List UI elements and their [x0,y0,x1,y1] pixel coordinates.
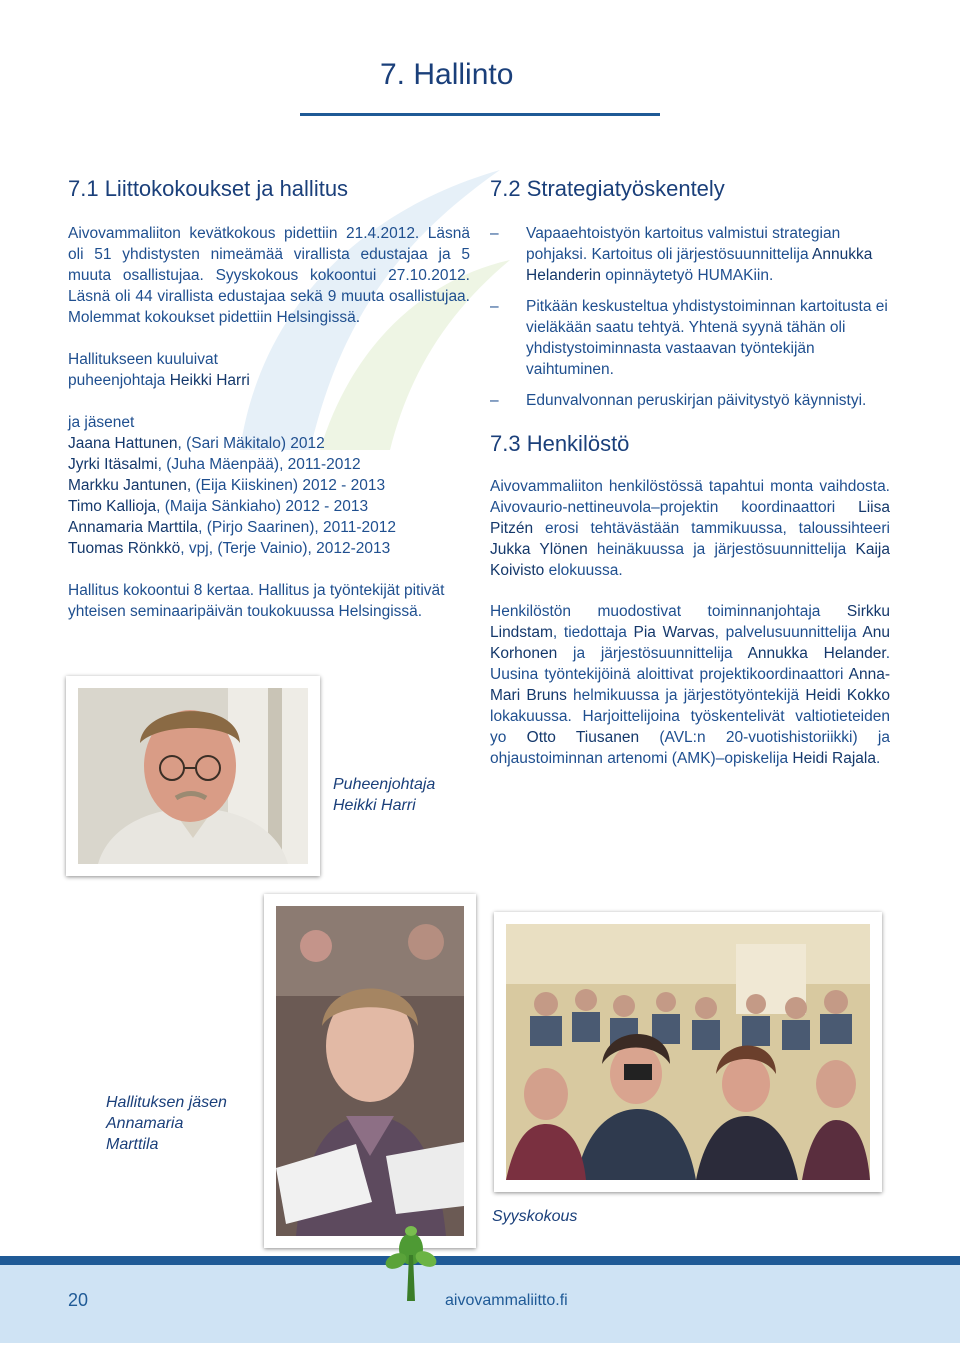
member-name: Jaana Hattunen [68,435,178,452]
bullet-dash: – [490,392,499,409]
member-row [68,517,470,538]
text: lokakuussa. Harjoittelijoina työskentelivät valtiotieteiden yo [490,708,890,746]
board-intro [68,349,470,391]
meetings-paragraph: Aivovammaliiton kevätkokous pidettiin 21.4.2012. Läsnä oli 51 yhdistysten nimeämää virallista edustajaa ja 5 muuta osallistujaa. Syyskokous kokoontui 27.10.2012. Läsnä oli 44 virallista edustajaa sekä 9 muuta osallistujaa. Molemmat kokoukset pidettiin Helsingissä. [68,225,470,326]
text: elokuussa. [544,562,623,579]
chair-name: Heikki Harri [169,372,250,389]
text: ja järjestösuunnittelija [557,645,748,662]
member-name: Markku Jantunen, [68,477,192,494]
bullet-item [490,223,890,286]
page-title: 7. Hallinto [380,58,514,91]
autumn-meeting-photo [494,912,882,1192]
bullet-item [490,296,890,380]
member-detail: , vpj, (Terje Vainio), 2012-2013 [180,540,391,557]
member-detail: , (Maija Sänkiaho) 2012 - 2013 [156,498,369,515]
section-heading-7-1: 7.1 Liittokokoukset ja hallitus [68,176,349,201]
text: erosi tehtävästään tammikuussa, taloussihteeri [533,520,890,537]
staff-paragraph-1 [490,476,890,581]
person-name: Jukka Ylönen [490,541,588,558]
chairman-portrait-image [78,688,308,864]
board-member-caption: Hallituksen jäsen Annamaria Marttila [106,1094,227,1153]
member-row [68,538,470,559]
text: Henkilöstön muodostivat toiminnanjohtaja [490,603,847,620]
bullet-text: Pitkään keskusteltua yhdistystoiminnan kartoitusta ei vieläkään saatu tehtyä. Yhtenä syynä tähän oli yhdistystoiminnasta vastaavan työntekijän vaihtuminen. [526,298,888,378]
bullet-dash: – [490,225,499,242]
strategy-bullets [490,223,890,411]
member-row [68,433,470,454]
person-name: Heidi Rajala [792,750,876,767]
text: . [875,750,881,767]
member-detail: , (Sari Mäkitalo) 2012 [177,435,325,452]
bullet-text-end: opinnäytetyö HUMAKiin. [600,267,774,284]
left-column [68,178,470,622]
board-member-photo [264,894,476,1248]
member-detail: , (Pirjo Saarinen), 2011-2012 [198,519,396,536]
autumn-meeting-caption: Syyskokous [492,1208,578,1225]
members-list [68,433,470,559]
member-name: Timo Kallioja [68,498,157,515]
section-heading-7-3: 7.3 Henkilöstö [490,431,630,456]
person-name: Anu Korhonen [490,624,890,662]
bullet-text: Vapaaehtoistyön kartoitus valmistui strategian pohjaksi. Kartoitus oli järjestösuunnittelija [526,225,841,263]
chairman-caption: Puheenjohtaja Heikki Harri [333,776,436,814]
chairman-photo [66,676,320,876]
chair-label: puheenjohtaja [68,372,166,389]
footer-url[interactable]: aivovammaliitto.fi [445,1292,568,1309]
page-number: 20 [68,1290,89,1310]
tree-logo-icon [382,1225,440,1305]
member-detail: , (Juha Mäenpää), 2011-2012 [157,456,361,473]
person-name: Pia Warvas [633,624,715,641]
staff-paragraph-2 [490,601,890,769]
footer-bar [0,1256,960,1265]
members-label: ja jäsenet [68,414,135,431]
member-detail: (Eija Kiiskinen) 2012 - 2013 [191,477,386,494]
text: , tiedottaja [552,624,634,641]
bullet-name: Annukka Helanderin [526,246,873,284]
person-name: Heidi Kokko [805,687,890,704]
member-name: Jyrki Itäsalmi [68,456,158,473]
board-member-image [276,906,464,1236]
text: helmikuussa ja järjestötyöntekijä [566,687,806,704]
text: . Uusina työntekijöinä aloittivat projektikoordinaattori [490,645,890,683]
member-name: Tuomas Rönkkö [68,540,181,557]
person-name: Otto Tiusanen [526,729,640,746]
text: , palvelusuunnittelija [714,624,863,641]
text: heinäkuussa ja järjestösuunnittelija [587,541,856,558]
member-row [68,475,470,496]
person-name: Anna-Mari Bruns [490,666,890,704]
right-column [490,178,890,769]
title-rule [300,113,660,116]
section-heading-7-2: 7.2 Strategiatyöskentely [490,176,725,201]
autumn-meeting-image [506,924,870,1180]
text: Aivovammaliiton henkilöstössä tapahtui monta vaihdosta. Aivovaurio-nettineuvola–projektin koordinaattori [490,478,890,516]
person-name: Kaija Koivisto [490,541,890,579]
person-name: Liisa Pitzén [490,499,890,537]
person-name: Sirkku Lindstam [490,603,890,641]
board-intro-text: Hallitukseen kuuluivat [68,351,218,368]
bullet-text: Edunvalvonnan peruskirjan päivitystyö käynnistyi. [526,392,867,409]
member-row [68,454,470,475]
person-name: Annukka Helander [747,645,886,662]
text: (AVL:n 20-vuotishistoriikki) ja ohjaustoiminnan artenomi (AMK)–opiskelija [490,729,890,767]
member-name: Annamaria Marttila [68,519,199,536]
board-closing-paragraph: Hallitus kokoontui 8 kertaa. Hallitus ja työntekijät pitivät yhteisen seminaaripäivän toukokuussa Helsingissä. [68,582,445,620]
bullet-dash: – [490,298,499,315]
member-row [68,496,470,517]
bullet-item [490,390,890,411]
